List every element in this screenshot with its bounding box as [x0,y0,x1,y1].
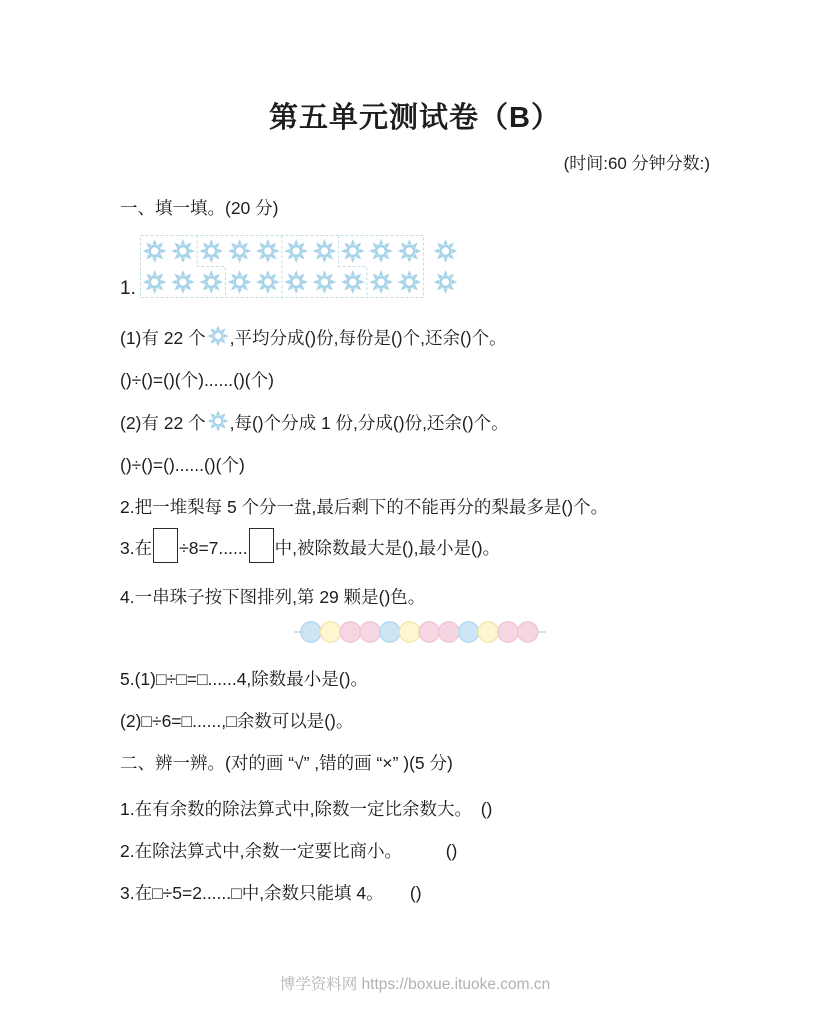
flower-grid-figure [139,234,462,300]
beads-figure [294,618,710,646]
q1-part1-equation: ()÷()=()(个)......()(个) [120,370,274,390]
q3-text [120,528,710,568]
section1-heading: 一、填一填。(20 分) [120,198,279,218]
flower-icon [206,324,230,348]
q3-text-after: 中,被除数最大是(),最小是()。 [274,538,501,558]
q1-part2-text-after: ,每()个分成 1 份,分成()份,还余()个。 [229,413,509,433]
q1-part2 [120,409,710,436]
footer-watermark: 博学资料网 https://boxue.ituoke.com.cn [279,976,551,993]
q5-part2: (2)□÷6=□......,□余数可以是()。 [120,711,354,731]
q1-part1 [120,324,710,351]
q4-text: 4.一串珠子按下图排列,第 29 颗是()色。 [120,587,426,607]
blank-box-dividend [153,528,178,563]
section2-q3: 3.在□÷5=2......□中,余数只能填 4。 () [120,883,422,903]
q1-part1-text-after: ,平均分成()份,每份是()个,还余()个。 [229,328,507,348]
blank-box-remainder [249,528,274,563]
q2-text: 2.把一堆梨每 5 个分一盘,最后剩下的不能再分的梨最多是()个。 [120,497,609,517]
q1-part2-text-before: (2)有 22 个 [120,413,206,433]
page-title: 第五单元测试卷（B） [269,102,561,134]
time-score-line: (时间:60 分钟分数:) [563,154,710,173]
q5-part1: 5.(1)□÷□=□......4,除数最小是()。 [120,669,368,689]
q1-part1-text-before: (1)有 22 个 [120,328,206,348]
q3-text-before: 3.在 [120,538,153,558]
q1-flower-figure [120,230,710,300]
q1-part2-equation: ()÷()=()......()(个) [120,455,245,475]
flower-icon [206,409,230,433]
section2-q1: 1.在有余数的除法算式中,除数一定比余数大。 () [120,799,493,819]
q3-text-middle: ÷8=7...... [179,538,248,558]
q1-number: 1. [120,278,136,299]
section2-q2: 2.在除法算式中,余数一定要比商小。 () [120,841,458,861]
bead-string-figure [294,618,546,646]
section2-heading: 二、辨一辨。(对的画 “√” ,错的画 “×” )(5 分) [120,753,453,773]
